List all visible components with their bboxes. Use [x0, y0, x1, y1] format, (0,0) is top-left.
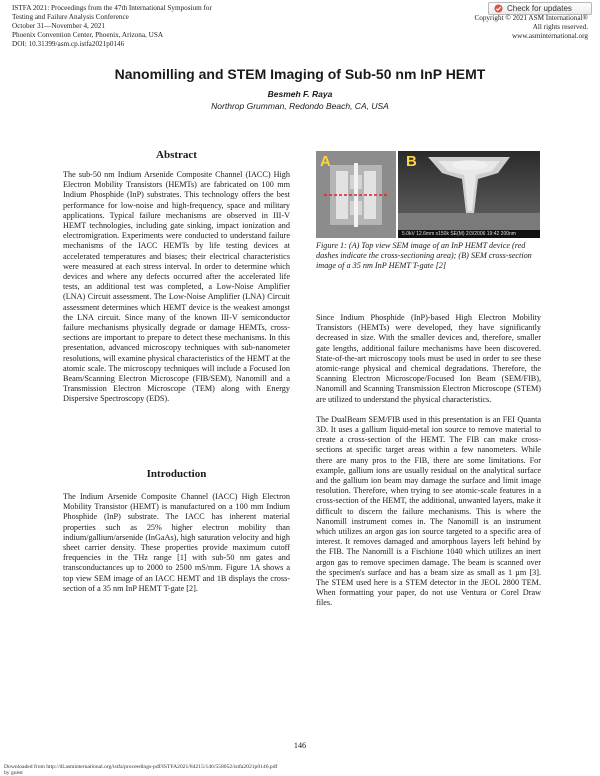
figure-1 — [316, 151, 540, 238]
publisher-url[interactable]: www.asminternational.org — [511, 32, 588, 40]
introduction-column — [63, 492, 290, 594]
header-line: Phoenix Convention Center, Phoenix, Arizona, USA — [12, 31, 164, 39]
check-updates-label: Check for updates — [507, 4, 572, 13]
figure-1b-sem-cross-section — [398, 151, 540, 238]
right-column — [316, 313, 541, 609]
sem-scale-bar: 5.0kV 12.6mm x150k SE(M) 2/3/2006 19:42 200nm — [398, 230, 540, 238]
right-paragraph-2: The DualBeam SEM/FIB used in this presentation is an FEI Quanta 3D. It uses a gallium liquid-metal ion source to remove material to create a cross-section of the HEMT. The FIB can make cross-sections at specific target areas within a few nanometers. While there are many pros to the FIB, there are some limitations. For example, gallium ions are usually residual on the analytical surface and the gallium ion beam may damage the surface and limit image resolution. Therefore, when trying to see atomic-scale features in a cross-section of the HEMT, the additional, unwanted layers, make it difficult to discern the failure mechanisms. This is where the Nanomill instrument comes in. The Nanomill is an instrument which utilizes an argon gas ion source targeted to a specific area of interest. It removes damaged and amorphous layers left behind by the FIB. The Nanomill is a Fischione 1040 which utilizes an inert argon gas to remove specimen damage. The beam is scanned over the specimen's surface and has a beam size as small as 1 µm [3]. The STEM used here is a STEM detector in the JEOL 2800 TEM. When formatting your paper, do not use Ventura or Corel Draw files. — [316, 414, 541, 608]
page-number: 146 — [293, 741, 307, 750]
header-right — [474, 14, 588, 41]
author-affiliation: Northrop Grumman, Redondo Beach, CA, USA — [211, 101, 389, 111]
header-left — [12, 4, 212, 49]
header-line: ISTFA 2021: Proceedings from the 47th International Symposium for — [12, 4, 212, 12]
paper-title: Nanomilling and STEM Imaging of Sub-50 nm InP HEMT — [114, 66, 486, 82]
figure-label-a: A — [320, 153, 331, 170]
doi[interactable]: DOI: 10.31399/asm.cp.istfa2021p0146 — [12, 40, 125, 48]
introduction-text: The Indium Arsenide Composite Channel (IACC) High Electron Mobility Transistor (HEMT) is manufactured on a 100 mm Indium Phosphide (InP) substrate. The IACC has inherent material properties such as 25% higher electron mobility than indium/gallium/arsenide (InGaAs), high saturation velocity and high sheet carrier density. These properties provide maximum cutoff frequencies in the THz range [1] with sub-50 nm gates and transconductances up to 2000 to 2500 mS/mm. Figure 1A shows a top view SEM image of an IACC HEMT and 1B displays the cross-section of a 35 nm InP HEMT T-gate [2]. — [63, 492, 290, 593]
check-updates-icon — [494, 4, 503, 13]
author-name: Besmeh F. Raya — [267, 89, 333, 99]
abstract-text: The sub-50 nm Indium Arsenide Composite Channel (IACC) High Electron Mobility Transistors (HEMTs) are fabricated on 100 mm Indium Phosphide (InP) substrates. This technology offers the best performance for low-noise and high-frequency, space and military applications. Typical failure mechanisms are observed in III-V HEMT technologies, including gate sinking, impact ionization and electromigration. Experiments were conducted to understand failure mechanisms of the IACC HEMTs by life testing devices at accelerated temperatures and biases; their electrical characteristics were measured at each stress interval. In order to determine which devices and where any defects occurred after the accelerated life tests, an additional test was completed, a Low-Noise Amplifier (LNA) Circuit assessment. The Low-Noise Amplifier (LNA) Circuit assessment determines which HEMT device is the weakest amongst the LNA circuit. Since many of the known III-V semiconductor failure mechanisms physically degrade or damage HEMTs, cross-sections are important to prepare to detect these mechanisms. In this presentation, advanced microscopy techniques with sub-nanometer resolutions, will examine physical characteristics of the HEMT at the atomic scale. The microscopy techniques will include a Focused Ion Beam/Scanning Electron Microscope (FIB/SEM), Nanomill and a Transmission Electron Microscope (TEM) along with Energy Dispersive Spectroscopy (EDS). — [63, 170, 290, 404]
rights: All rights reserved. — [532, 23, 588, 31]
figure-label-b: B — [406, 153, 417, 170]
t-gate-cross-section-image — [398, 151, 540, 238]
footer-by-guest: by guest — [4, 770, 23, 776]
left-column — [63, 170, 290, 405]
introduction-heading: Introduction — [146, 468, 207, 480]
right-paragraph-1: Since Indium Phosphide (InP)-based High Electron Mobility Transistors (HEMTs) were developed, they have significantly decreased in size. With the smaller devices and, therefore, smaller gate lengths, additional failure mechanisms have been discovered. State-of-the-art microscopy tools must be used in order to see these atomic-range physical and chemical degradations. Therefore, the Scanning Electron Microscope/Focused Ion Beam (SEM/FIB), Nanomill and Scanning Transmission Electron Microscope (STEM) are utilized to understand the physical characteristics. — [316, 313, 541, 404]
figure-1a-sem-top-view — [316, 151, 396, 238]
figure-1-caption: Figure 1: (A) Top view SEM image of an InP HEMT device (red dashes indicate the cross-sectioning area); (B) SEM cross-section image of a 35 nm InP HEMT T-gate [2] — [316, 241, 532, 270]
copyright: Copyright © 2021 ASM International® — [474, 14, 588, 22]
download-footer — [4, 764, 277, 776]
header-line: Testing and Failure Analysis Conference — [12, 13, 129, 21]
footer-download-url[interactable]: Downloaded from http://dl.asminternational.org/istfa/proceedings-pdf/ISTFA2021/84215/146/558052/istfa2021p0146.pdf — [4, 764, 278, 770]
abstract-heading: Abstract — [156, 149, 197, 161]
header-line: October 31—November 4, 2021 — [12, 22, 106, 30]
